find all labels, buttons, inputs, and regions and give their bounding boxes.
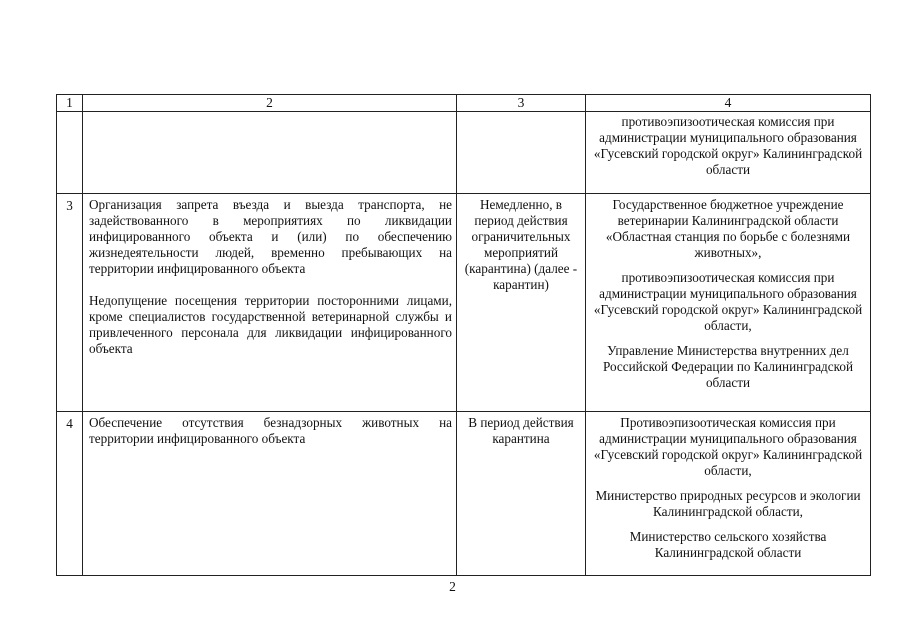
header-col-2: 2: [83, 95, 457, 112]
responsible-cell: [586, 112, 871, 194]
table-row: [57, 194, 871, 412]
measure-text: Обеспечение отсутствия безнадзорных животных на территории инфицированного объекта: [89, 415, 452, 446]
row-number: 4: [57, 412, 83, 576]
responsible-org: Управление Министерства внутренних дел Российской Федерации по Калининградской области: [602, 343, 854, 390]
responsible-org: Министерство сельского хозяйства Калининградской области: [629, 529, 827, 560]
term-cell: В период действия карантина: [457, 412, 586, 576]
measure-text: Недопущение посещения территории посторонними лицами, кроме специалистов государственной ветеринарной службы и привлеченного персонала для ликвидации инфицированного объекта: [89, 293, 452, 356]
responsible-cell: [586, 412, 871, 576]
measures-table: [56, 94, 871, 576]
responsible-org: противоэпизоотическая комиссия при администрации муниципального образования «Гусевский городской округ» Калининградской области: [593, 114, 863, 177]
term-cell: [457, 112, 586, 194]
table-header-row: [57, 95, 871, 112]
measure-cell: [83, 112, 457, 194]
responsible-org: Государственное бюджетное учреждение ветеринарии Калининградской области «Областная станция по борьбе с болезнями животных»,: [605, 197, 851, 260]
term-cell: Немедленно, в период действия ограничительных мероприятий (карантина) (далее - карантин): [457, 194, 586, 412]
row-number: [57, 112, 83, 194]
measure-cell: [83, 194, 457, 412]
table-row: [57, 412, 871, 576]
measure-text: Организация запрета въезда и выезда транспорта, не задействованного в мероприятиях по ликвидации инфицированного объекта и (или) по обеспечению жизнедеятельности людей, временно пребывающих на территории инфицированного объекта: [89, 197, 452, 276]
header-col-4: 4: [586, 95, 871, 112]
header-col-1: 1: [57, 95, 83, 112]
measure-cell: [83, 412, 457, 576]
responsible-org: Противоэпизоотическая комиссия при администрации муниципального образования «Гусевский городской округ» Калининградской области,: [593, 415, 863, 478]
responsible-cell: [586, 194, 871, 412]
responsible-org: противоэпизоотическая комиссия при администрации муниципального образования «Гусевский городской округ» Калининградской области,: [593, 270, 863, 333]
table-row: [57, 112, 871, 194]
row-number: 3: [57, 194, 83, 412]
responsible-org: Министерство природных ресурсов и экологии Калининградской области,: [595, 488, 861, 519]
header-col-3: 3: [457, 95, 586, 112]
page-number: 2: [449, 579, 456, 594]
